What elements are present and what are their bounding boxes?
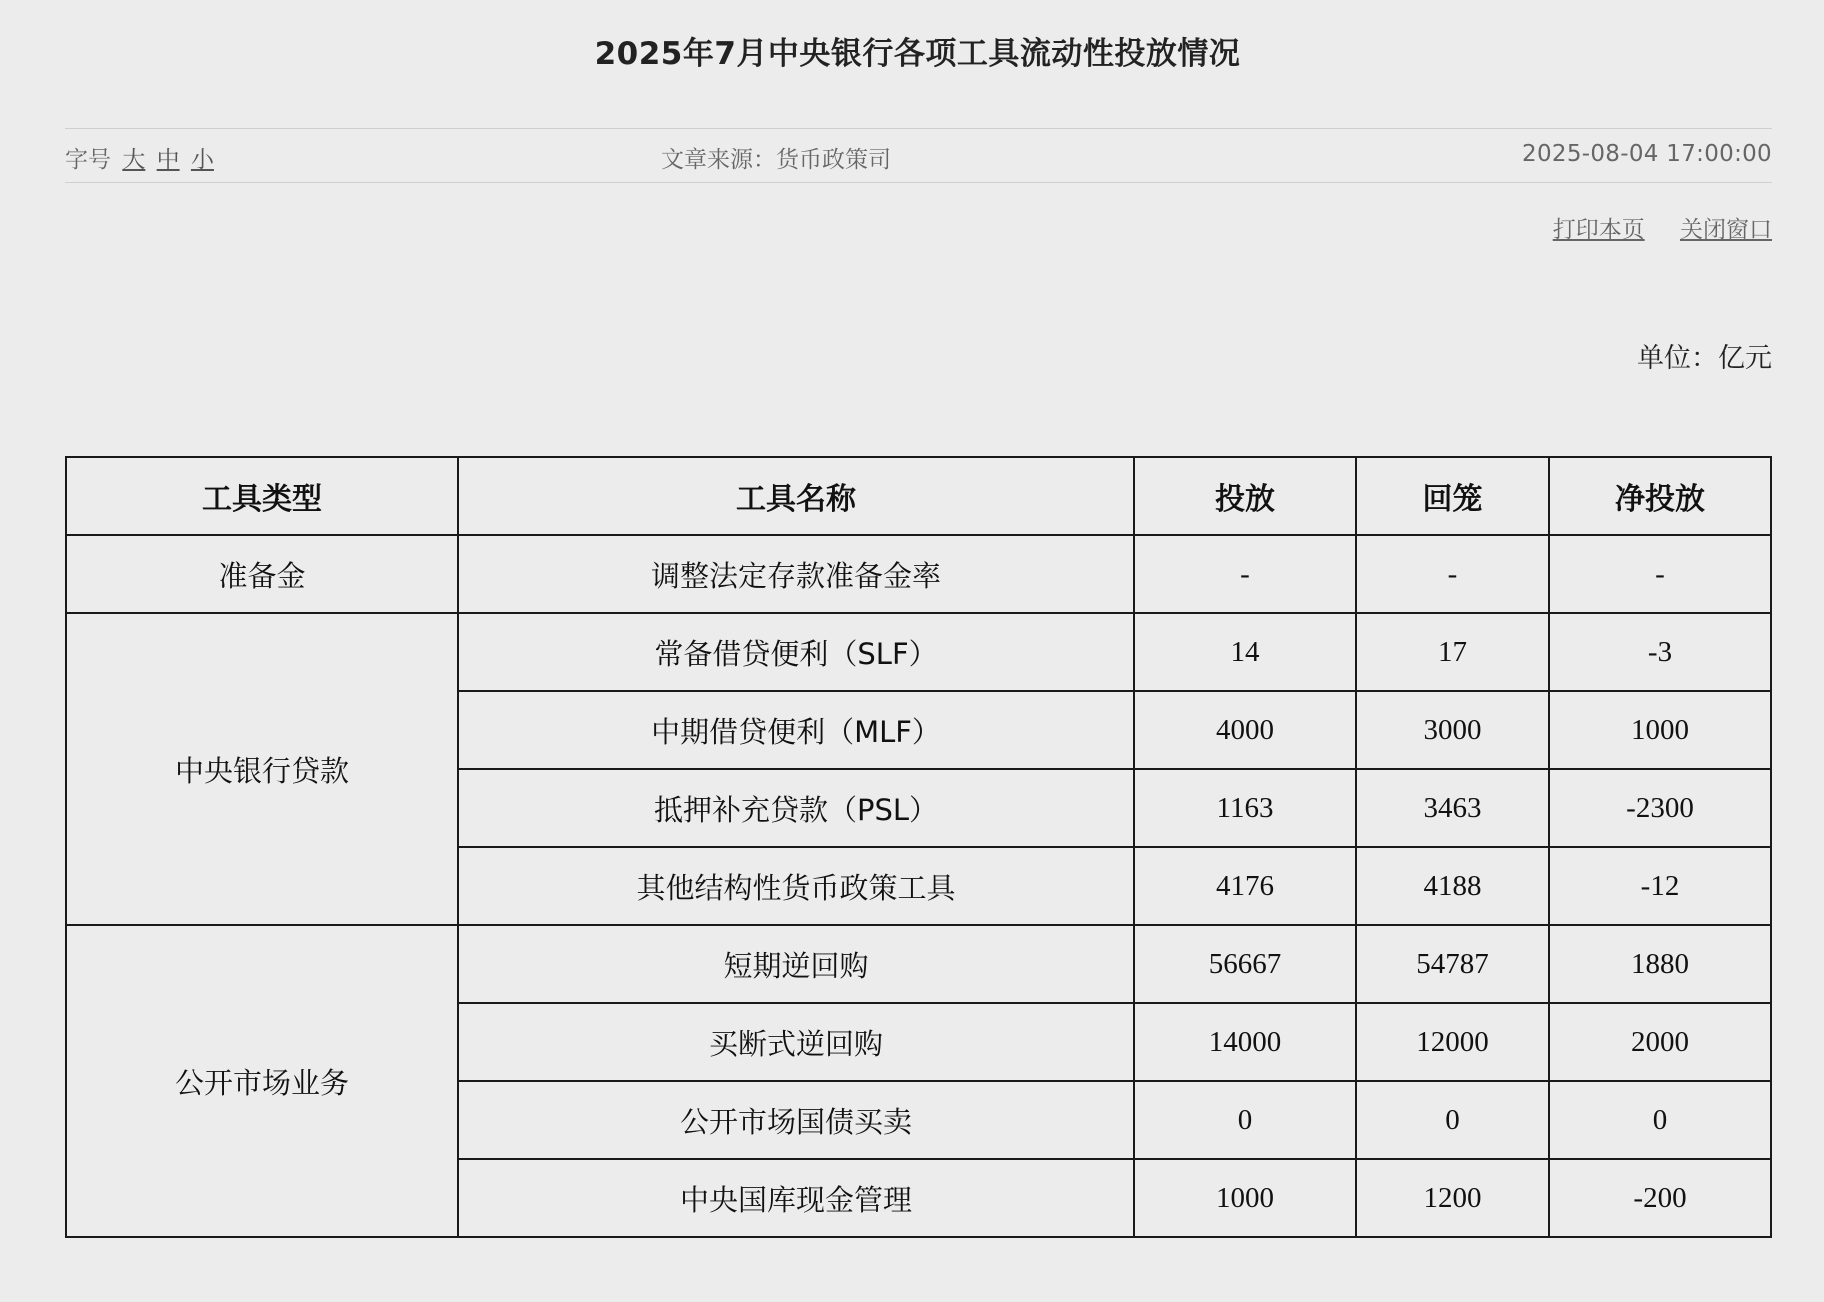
tool-type-cell: 准备金 — [66, 535, 458, 613]
net-injection-cell: -200 — [1549, 1159, 1771, 1237]
withdrawal-cell: 4188 — [1356, 847, 1549, 925]
liquidity-table — [65, 456, 1772, 1238]
injection-cell: 14 — [1134, 613, 1356, 691]
net-injection-cell: -3 — [1549, 613, 1771, 691]
tool-name-cell: 调整法定存款准备金率 — [458, 535, 1134, 613]
injection-cell: 4000 — [1134, 691, 1356, 769]
injection-cell: 1000 — [1134, 1159, 1356, 1237]
withdrawal-cell: - — [1356, 535, 1549, 613]
withdrawal-cell: 17 — [1356, 613, 1549, 691]
injection-cell: 56667 — [1134, 925, 1356, 1003]
net-injection-cell: 0 — [1549, 1081, 1771, 1159]
meta-bar — [65, 128, 1772, 183]
injection-cell: 0 — [1134, 1081, 1356, 1159]
font-size-selector — [65, 141, 214, 174]
page-actions — [1525, 211, 1772, 244]
withdrawal-cell: 12000 — [1356, 1003, 1549, 1081]
tool-name-cell: 中期借贷便利（MLF） — [458, 691, 1134, 769]
withdrawal-cell: 1200 — [1356, 1159, 1549, 1237]
page-title: 2025年7月中央银行各项工具流动性投放情况 — [594, 36, 1241, 72]
injection-cell: 1163 — [1134, 769, 1356, 847]
article-source — [661, 141, 891, 174]
net-injection-cell: 1000 — [1549, 691, 1771, 769]
header-net-injection: 净投放 — [1549, 457, 1771, 535]
source-value: 货币政策司 — [776, 147, 891, 173]
header-tool-name: 工具名称 — [458, 457, 1134, 535]
injection-cell: 4176 — [1134, 847, 1356, 925]
withdrawal-cell: 0 — [1356, 1081, 1549, 1159]
table-row — [66, 925, 1771, 1003]
tool-name-cell: 短期逆回购 — [458, 925, 1134, 1003]
net-injection-cell: 1880 — [1549, 925, 1771, 1003]
injection-cell: - — [1134, 535, 1356, 613]
header-injection: 投放 — [1134, 457, 1356, 535]
tool-name-cell: 中央国库现金管理 — [458, 1159, 1134, 1237]
font-size-medium-link[interactable]: 中 — [156, 147, 180, 173]
net-injection-cell: - — [1549, 535, 1771, 613]
net-injection-cell: -12 — [1549, 847, 1771, 925]
withdrawal-cell: 3000 — [1356, 691, 1549, 769]
unit-label: 单位：亿元 — [1637, 343, 1772, 374]
table-header-row — [66, 457, 1771, 535]
table-row — [66, 535, 1771, 613]
print-page-link[interactable]: 打印本页 — [1552, 217, 1645, 243]
tool-name-cell: 常备借贷便利（SLF） — [458, 613, 1134, 691]
tool-type-cell: 中央银行贷款 — [66, 613, 458, 925]
net-injection-cell: 2000 — [1549, 1003, 1771, 1081]
publish-datetime: 2025-08-04 17:00:00 — [1522, 141, 1772, 167]
withdrawal-cell: 3463 — [1356, 769, 1549, 847]
tool-name-cell: 买断式逆回购 — [458, 1003, 1134, 1081]
net-injection-cell: -2300 — [1549, 769, 1771, 847]
close-window-link[interactable]: 关闭窗口 — [1680, 217, 1772, 243]
tool-name-cell: 其他结构性货币政策工具 — [458, 847, 1134, 925]
injection-cell: 14000 — [1134, 1003, 1356, 1081]
withdrawal-cell: 54787 — [1356, 925, 1549, 1003]
table-row — [66, 613, 1771, 691]
font-size-small-link[interactable]: 小 — [190, 147, 214, 173]
header-tool-type: 工具类型 — [66, 457, 458, 535]
font-size-label: 字号 — [65, 147, 111, 173]
tool-name-cell: 公开市场国债买卖 — [458, 1081, 1134, 1159]
tool-name-cell: 抵押补充贷款（PSL） — [458, 769, 1134, 847]
source-label: 文章来源： — [661, 147, 776, 173]
header-withdrawal: 回笼 — [1356, 457, 1549, 535]
tool-type-cell: 公开市场业务 — [66, 925, 458, 1237]
font-size-large-link[interactable]: 大 — [122, 147, 146, 173]
